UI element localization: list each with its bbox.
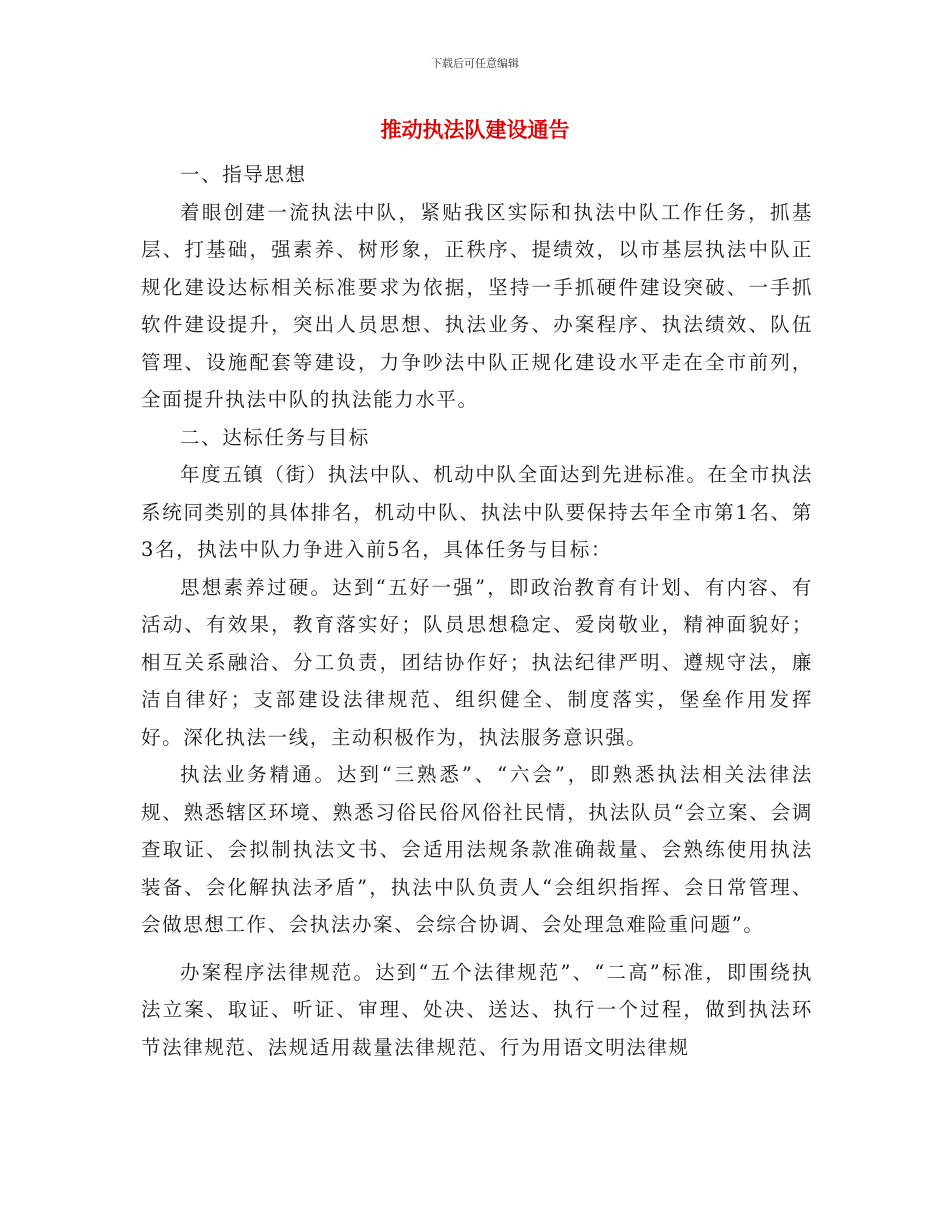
- paragraph-targets: 年度五镇（街）执法中队、机动中队全面达到先进标准。在全市执法系统同类别的具体排名，机动中队、执法中队要保持去年全市第1名、第3名，执法中队力争进入前5名，具体任务与目标：: [141, 463, 814, 561]
- document-body: [141, 156, 813, 1066]
- download-note: 下载后可任意编辑: [431, 57, 519, 70]
- paragraph-guiding-thought: 着眼创建一流执法中队，紧贴我区实际和执法中队工作任务，抓基层、打基础，强素养、树形象，正秩序、提绩效，以市基层执法中队正规化建设达标相关标准要求为依据，坚持一手抓硬件建设突破、一手抓软件建设提升，突出人员思想、执法业务、办案程序、执法绩效、队伍管理、设施配套等建设，力争吵法中队正规化建设水平走在全市前列，全面提升执法中队的执法能力水平。: [141, 200, 813, 411]
- section-heading-1: 一、指导思想: [180, 163, 307, 186]
- section-heading-2: 二、达标任务与目标: [180, 425, 370, 449]
- document-title: 推动执法队建设通告: [380, 118, 570, 142]
- paragraph-business: 执法业务精通。达到“三熟悉”、“六会”，即熟悉执法相关法律法规、熟悉辖区环境、熟悉习俗民俗风俗社民情，执法队员“会立案、会调查取证、会拟制执法文书、会适用法规条款准确裁量、会熟练使用执法装备、会化解执法矛盾”，执法中队负责人“会组织指挥、会日常管理、会做思想工作、会执法办案、会综合协调、会处理急难险重问题”。: [141, 763, 813, 936]
- paragraph-procedure: 办案程序法律规范。达到“五个法律规范”、“二高”标准，即围绕执法立案、取证、听证、审理、处决、送达、执行一个过程，做到执法环节法律规范、法规适用裁量法律规范、行为用语文明法律规: [141, 960, 813, 1059]
- paragraph-ideology: 思想素养过硬。达到“五好一强”，即政治教育有计划、有内容、有活动、有效果，教育落实好；队员思想稳定、爱岗敬业，精神面貌好；相互关系融洽、分工负责，团结协作好；执法纪律严明、遵规守法，廉洁自律好；支部建设法律规范、组织健全、制度落实，堡垒作用发挥好。深化执法一线，主动积极作为，执法服务意识强。: [141, 575, 813, 749]
